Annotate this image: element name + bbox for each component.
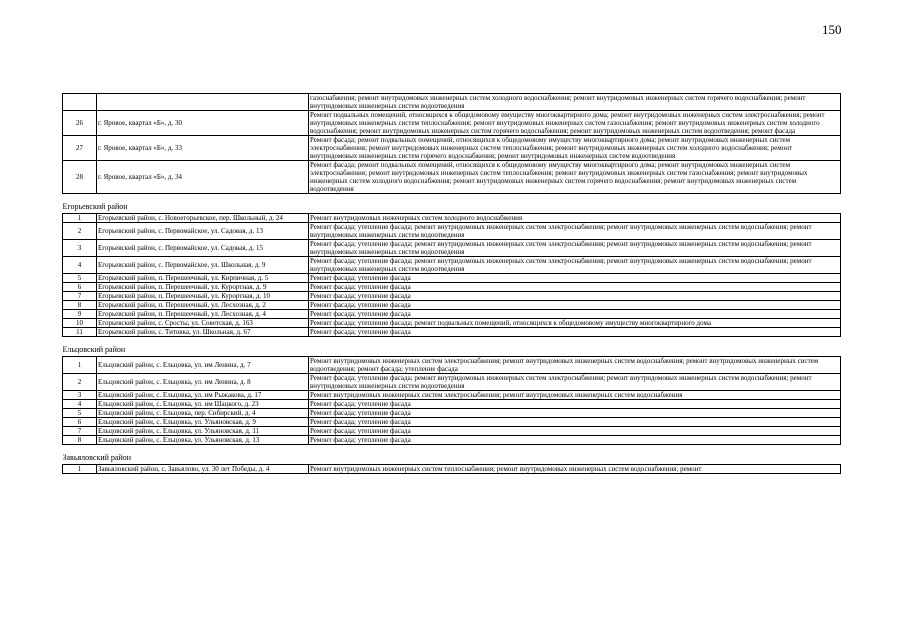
works-cell: Ремонт фасада; утепление фасада (309, 301, 841, 310)
table-row (63, 214, 841, 223)
address-cell: Завьяловский район, с. Завьялово, ул. 30 лет Победы, д. 4 (97, 465, 309, 474)
row-number-cell: 2 (63, 374, 97, 391)
address-cell: Егорьевский район, п. Перешеечный, ул. Кирпичная, д. 5 (97, 274, 309, 283)
table-row (63, 283, 841, 292)
works-cell: Ремонт фасада; утепление фасада (309, 436, 841, 445)
table-row (63, 136, 841, 161)
table-row (63, 374, 841, 391)
address-cell: Ельцовский район, с. Ельцовка, ул. Ульяновская, д. 11 (97, 427, 309, 436)
table-row (63, 301, 841, 310)
row-number-cell: 26 (63, 111, 97, 136)
row-number-cell: 27 (63, 136, 97, 161)
row-number-cell: 3 (63, 391, 97, 400)
address-cell: Ельцовский район, с. Ельцовка, ул. Ульяновская, д. 13 (97, 436, 309, 445)
row-number-cell: 1 (63, 214, 97, 223)
works-cell: Ремонт внутридомовых инженерных систем электроснабжения; ремонт внутридомовых инженерных систем водоснабжения; ремонт внутридомовых инженерных систем водоотведения; ремонт фасада; утепление фасада (309, 357, 841, 374)
address-cell: Егорьевский район, п. Перешеечный, ул. Лесхозная, д. 4 (97, 310, 309, 319)
address-cell: Егорьевский район, с. Сросты, ул. Советская, д. 163 (97, 319, 309, 328)
table-row (63, 310, 841, 319)
table-row (63, 274, 841, 283)
district-title: Завьяловский район (62, 453, 131, 462)
address-cell: Егорьевский район, с. Первомайское, ул. Садовая, д. 15 (97, 240, 309, 257)
address-cell: Ельцовский район, с. Ельцовка, ул. Ульяновская, д. 9 (97, 418, 309, 427)
table-row (63, 257, 841, 274)
works-cell: Ремонт фасада; утепление фасада (309, 409, 841, 418)
district-section-header (63, 194, 841, 214)
row-number-cell: 6 (63, 418, 97, 427)
address-cell: г. Яровое, квартал «Б», д. 33 (97, 136, 309, 161)
works-cell: Ремонт внутридомовых инженерных систем теплоснабжения; ремонт внутридомовых инженерных систем водоснабжения; ремонт (309, 465, 841, 474)
row-number-cell: 5 (63, 409, 97, 418)
table-row (63, 409, 841, 418)
works-cell: Ремонт фасада; утепление фасада (309, 274, 841, 283)
address-cell: Егорьевский район, п. Перешеечный, ул. Лесхозная, д. 2 (97, 301, 309, 310)
address-cell: Егорьевский район, п. Перешеечный, ул. Курортная, д. 10 (97, 292, 309, 301)
address-cell: Егорьевский район, с. Новоегорьевское, пер. Школьный, д. 24 (97, 214, 309, 223)
table-row (63, 436, 841, 445)
table-body (63, 94, 841, 474)
works-cell: Ремонт внутридомовых инженерных систем электроснабжения; ремонт внутридомовых инженерных систем водоснабжения (309, 391, 841, 400)
table-row (63, 357, 841, 374)
address-cell: Ельцовский район, с. Ельцовка, ул. им Рыжакова, д. 17 (97, 391, 309, 400)
table-row (63, 319, 841, 328)
row-number-cell: 5 (63, 274, 97, 283)
table-row (63, 111, 841, 136)
row-number-cell: 2 (63, 223, 97, 240)
district-section-header (63, 445, 841, 465)
row-number-cell: 1 (63, 357, 97, 374)
works-cell: Ремонт фасада; утепление фасада; ремонт внутридомовых инженерных систем электроснабжения; ремонт внутридомовых инженерных систем водоснабжения; ремонт внутридомовых инженерных систем водоотведения (309, 223, 841, 240)
table-row (63, 391, 841, 400)
table-row (63, 328, 841, 337)
district-section-header (63, 337, 841, 357)
works-cell: Ремонт фасада; утепление фасада (309, 283, 841, 292)
row-number-cell: 1 (63, 465, 97, 474)
row-number-cell: 4 (63, 400, 97, 409)
works-cell: Ремонт внутридомовых инженерных систем холодного водоснабжения (309, 214, 841, 223)
table-row (63, 94, 841, 111)
table-row (63, 292, 841, 301)
works-cell: Ремонт фасада; утепление фасада (309, 427, 841, 436)
address-cell: Ельцовский район, с. Ельцовка, ул. им Ленина, д. 8 (97, 374, 309, 391)
works-cell: Ремонт фасада; утепление фасада (309, 328, 841, 337)
works-cell: Ремонт фасада; утепление фасада; ремонт подвальных помещений, относящихся к общедомовому имуществу многоквартирного дома (309, 319, 841, 328)
works-cell: Ремонт фасада; утепление фасада; ремонт внутридомовых инженерных систем электроснабжения; ремонт внутридомовых инженерных систем водоснабжения; ремонт внутридомовых инженерных систем водоотведения (309, 374, 841, 391)
row-number-cell: 9 (63, 310, 97, 319)
address-cell: Ельцовский район, с. Ельцовка, ул. им Ленина, д. 7 (97, 357, 309, 374)
works-cell: Ремонт фасада; утепление фасада (309, 292, 841, 301)
works-cell: газоснабжения; ремонт внутридомовых инженерных систем холодного водоснабжения; ремонт внутридомовых инженерных систем горячего водоснабжения; ремонт внутридомовых инженерных систем водоотведения (309, 94, 841, 111)
table-row (63, 223, 841, 240)
row-number-cell: 28 (63, 161, 97, 194)
address-cell: Егорьевский район, п. Перешеечный, ул. Курортная, д. 9 (97, 283, 309, 292)
capital-repair-table (62, 93, 841, 474)
address-cell: Ельцовский район, с. Ельцовка, пер. Сибирский, д. 4 (97, 409, 309, 418)
table-row (63, 400, 841, 409)
works-cell: Ремонт фасада; утепление фасада; ремонт внутридомовых инженерных систем электроснабжения; ремонт внутридомовых инженерных систем водоснабжения; ремонт внутридомовых инженерных систем водоотведения (309, 257, 841, 274)
row-number-cell: 8 (63, 436, 97, 445)
address-cell: Егорьевский район, с. Первомайское, ул. Школьная, д. 9 (97, 257, 309, 274)
row-number-cell (63, 94, 97, 111)
district-title: Егорьевский район (62, 202, 128, 211)
row-number-cell: 3 (63, 240, 97, 257)
works-cell: Ремонт фасада; утепление фасада (309, 418, 841, 427)
table-row (63, 161, 841, 194)
row-number-cell: 10 (63, 319, 97, 328)
address-cell: Егорьевский район, с. Титовка, ул. Школьная, д. 67 (97, 328, 309, 337)
works-cell: Ремонт фасада; утепление фасада; ремонт внутридомовых инженерных систем электроснабжения; ремонт внутридомовых инженерных систем водоснабжения; ремонт внутридомовых инженерных систем водоотведения (309, 240, 841, 257)
district-title: Ельцовский район (62, 345, 126, 354)
row-number-cell: 6 (63, 283, 97, 292)
works-cell: Ремонт фасада; утепление фасада (309, 400, 841, 409)
row-number-cell: 7 (63, 427, 97, 436)
address-cell: Егорьевский район, с. Первомайское, ул. Садовая, д. 13 (97, 223, 309, 240)
works-cell: Ремонт фасада; ремонт подвальных помещений, относящихся к общедомовому имуществу многоквартирного дома; ремонт внутридомовых инженерных систем электроснабжения; ремонт внутридомовых инженерных систем теплоснабжения; ремонт внутридомовых инженерных систем газоснабжения; ремонт внутридомовых инженерных систем холодного водоснабжения; ремонт внутридомовых инженерных систем горячего водоснабжения; ремонт внутридомовых инженерных систем водоотведения (309, 161, 841, 194)
row-number-cell: 7 (63, 292, 97, 301)
address-cell: Ельцовский район, с. Ельцовка, ул. им Шацкого, д. 23 (97, 400, 309, 409)
table-row (63, 465, 841, 474)
page-number: 150 (822, 22, 842, 37)
works-cell: Ремонт фасада; ремонт подвальных помещений, относящихся к общедомовому имуществу многоквартирного дома; ремонт внутридомовых инженерных систем электроснабжения; ремонт внутридомовых инженерных систем теплоснабжения; ремонт внутридомовых инженерных систем холодного водоснабжения; ремонт внутридомовых инженерных систем горячего водоснабжения; ремонт внутридомовых инженерных систем водоотведения (309, 136, 841, 161)
table-row (63, 418, 841, 427)
table-row (63, 427, 841, 436)
row-number-cell: 8 (63, 301, 97, 310)
address-cell: г. Яровое, квартал «Б», д. 34 (97, 161, 309, 194)
row-number-cell: 4 (63, 257, 97, 274)
row-number-cell: 11 (63, 328, 97, 337)
address-cell: г. Яровое, квартал «Б», д. 30 (97, 111, 309, 136)
works-cell: Ремонт фасада; утепление фасада (309, 310, 841, 319)
table-row (63, 240, 841, 257)
address-cell (97, 94, 309, 111)
works-cell: Ремонт подвальных помещений, относящихся к общедомовому имуществу многоквартирного дома; ремонт внутридомовых инженерных систем электроснабжения; ремонт внутридомовых инженерных систем теплоснабжения; ремонт внутридомовых инженерных систем газоснабжения; ремонт внутридомовых инженерных систем холодного водоснабжения; ремонт внутридомовых инженерных систем горячего водоснабжения; ремонт внутридомовых инженерных систем водоотведения; ремонт фасада (309, 111, 841, 136)
